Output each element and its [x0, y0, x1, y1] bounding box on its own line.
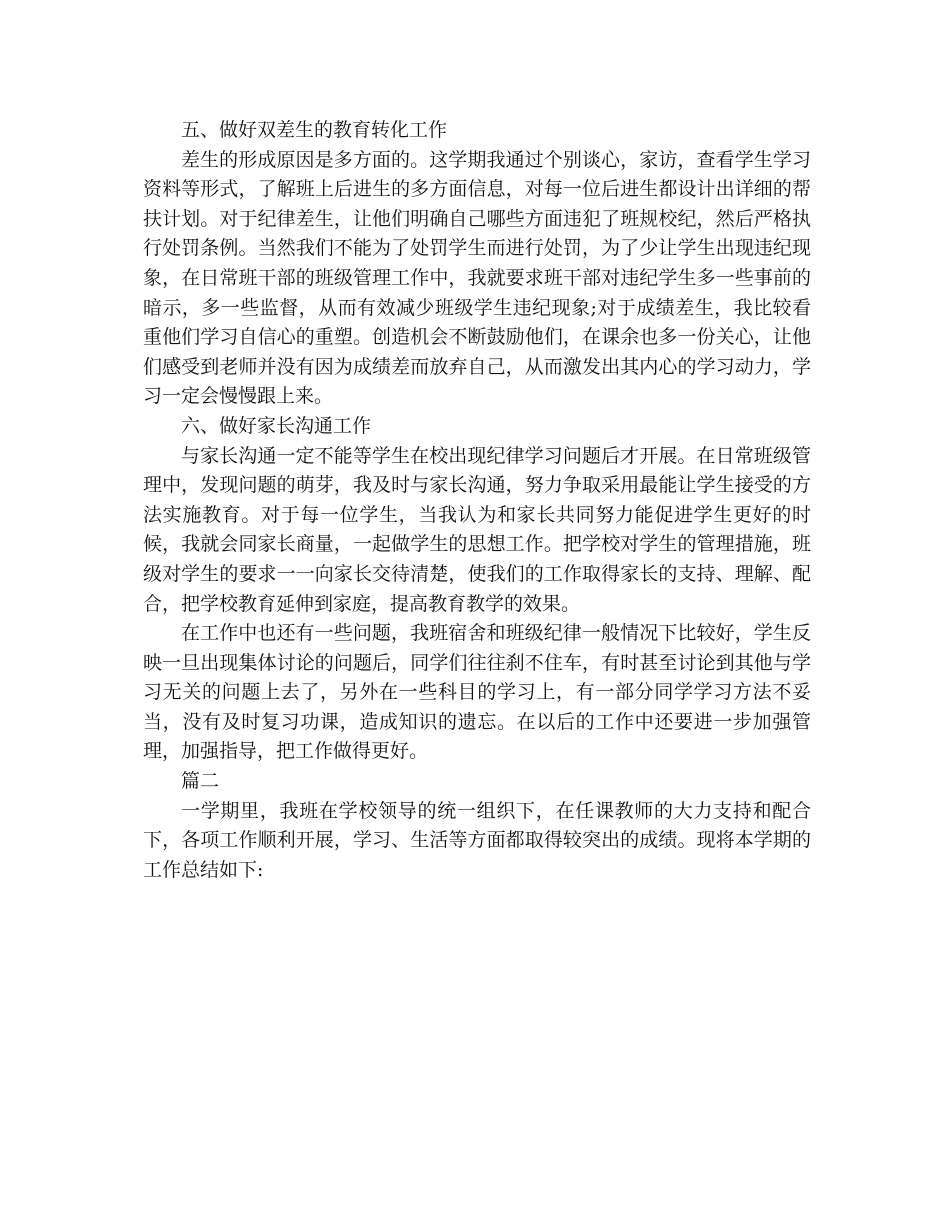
part-two-heading: 篇二	[181, 770, 220, 793]
paragraph-part-two-intro: 一学期里，我班在学校领导的统一组织下，在任课教师的大力支持和配合下，各项工作顺利开展，学习、生活等方面都取得较突出的成绩。现将本学期的工作总结如下:	[143, 799, 811, 881]
paragraph-parent-communication: 与家长沟通一定不能等学生在校出现纪律学习问题后才开展。在日常班级管理中，发现问题的萌芽，我及时与家长沟通，努力争取采用最能让学生接受的方法实施教育。对于每一位学生，当我认为和家长共同努力能促进学生更好的时候，我就会同家长商量，一起做学生的思想工作。把学校对学生的管理措施，班级对学生的要求一一向家长交待清楚，使我们的工作取得家长的支持、理解、配合，把学校教育延伸到家庭，提高教育教学的效果。	[143, 444, 811, 615]
section-heading-six: 六、做好家长沟通工作	[181, 414, 372, 437]
paragraph-problems: 在工作中也还有一些问题，我班宿舍和班级纪律一般情况下比较好，学生反映一旦出现集体讨论的问题后，同学们往往刹不住车，有时甚至讨论到其他与学习无关的问题上去了，另外在一些科目的学习上，有一部分同学学习方法不妥当，没有及时复习功课，造成知识的遗忘。在以后的工作中还要进一步加强管理，加强指导，把工作做得更好。	[143, 622, 811, 763]
document-body	[143, 116, 811, 885]
paragraph-poor-students: 差生的形成原因是多方面的。这学期我通过个别谈心，家访，查看学生学习资料等形式，了解班上后进生的多方面信息，对每一位后进生都设计出详细的帮扶计划。对于纪律差生，让他们明确自己哪些方面违犯了班规校纪，然后严格执行处罚条例。当然我们不能为了处罚学生而进行处罚，为了少让学生出现违纪现象，在日常班干部的班级管理工作中，我就要求班干部对违纪学生多一些事前的暗示，多一些监督，从而有效减少班级学生违纪现象;对于成绩差生，我比较看重他们学习自信心的重塑。创造机会不断鼓励他们，在课余也多一份关心，让他们感受到老师并没有因为成绩差而放弃自己，从而激发出其内心的学习动力，学习一定会慢慢跟上来。	[143, 148, 811, 408]
section-heading-five: 五、做好双差生的教育转化工作	[181, 119, 448, 141]
